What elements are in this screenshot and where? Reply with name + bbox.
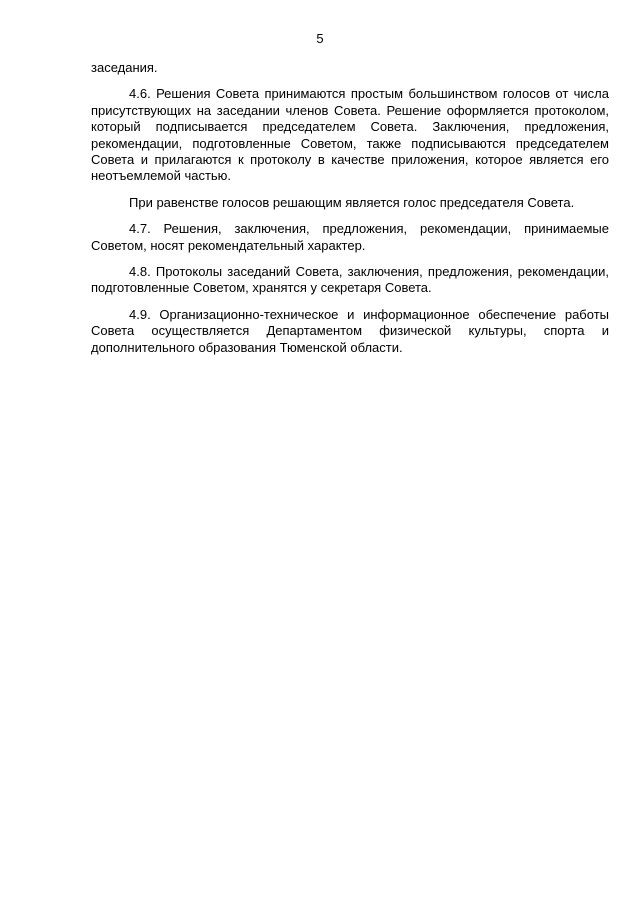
paragraph-4-8: 4.8. Протоколы заседаний Совета, заключения, предложения, рекомендации, подготовленные Советом, хранятся у секретаря Совета.: [91, 264, 609, 296]
paragraph-4-7: 4.7. Решения, заключения, предложения, рекомендации, принимаемые Советом, носят рекомендательный характер.: [91, 221, 609, 253]
paragraph-continuation: заседания.: [91, 60, 158, 75]
paragraph-4-6: 4.6. Решения Совета принимаются простым большинством голосов от числа присутствующих на заседании членов Совета. Решение оформляется протоколом, который подписывается председателем Совета. Заключения, предложения, рекомендации, подготовленные Советом, также подписываются председателем Совета и прилагаются к протоколу в качестве приложения, которое является его неотъемлемой частью.: [91, 86, 609, 184]
paragraph-equal-votes: При равенстве голосов решающим является голос председателя Совета.: [129, 194, 575, 210]
document-body: [91, 60, 609, 366]
paragraph-4-9: 4.9. Организационно-техническое и информационное обеспечение работы Совета осуществляется Департаментом физической культуры, спорта и дополнительного образования Тюменской области.: [91, 306, 609, 355]
page-number: 5: [316, 31, 324, 46]
